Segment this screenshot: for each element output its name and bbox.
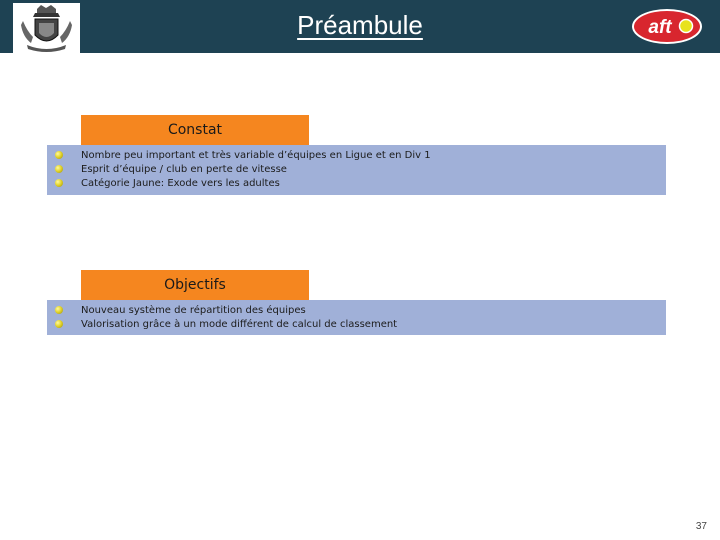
constat-item: Esprit d’équipe / club en perte de vitesse bbox=[81, 164, 287, 175]
constat-box bbox=[47, 145, 666, 195]
bullet-icon bbox=[55, 179, 63, 187]
objectifs-item: Valorisation grâce à un mode différent de calcul de classement bbox=[81, 319, 398, 330]
logo-text: aft bbox=[648, 17, 672, 38]
constat-label: Constat bbox=[81, 115, 309, 145]
aft-logo bbox=[631, 8, 703, 45]
bullet-icon bbox=[55, 165, 63, 173]
objectifs-item: Nouveau système de répartition des équipes bbox=[81, 305, 306, 316]
objectifs-box bbox=[47, 300, 666, 335]
header-bar bbox=[0, 0, 720, 53]
bullet-icon bbox=[55, 320, 63, 328]
bullet-icon bbox=[55, 151, 63, 159]
constat-item: Catégorie Jaune: Exode vers les adultes bbox=[81, 178, 280, 189]
objectifs-label: Objectifs bbox=[81, 270, 309, 300]
page-title: Préambule bbox=[297, 10, 423, 40]
page-number: 37 bbox=[695, 521, 707, 532]
bullet-icon bbox=[55, 306, 63, 314]
constat-item: Nombre peu important et très variable d’équipes en Ligue et en Div 1 bbox=[81, 150, 431, 161]
